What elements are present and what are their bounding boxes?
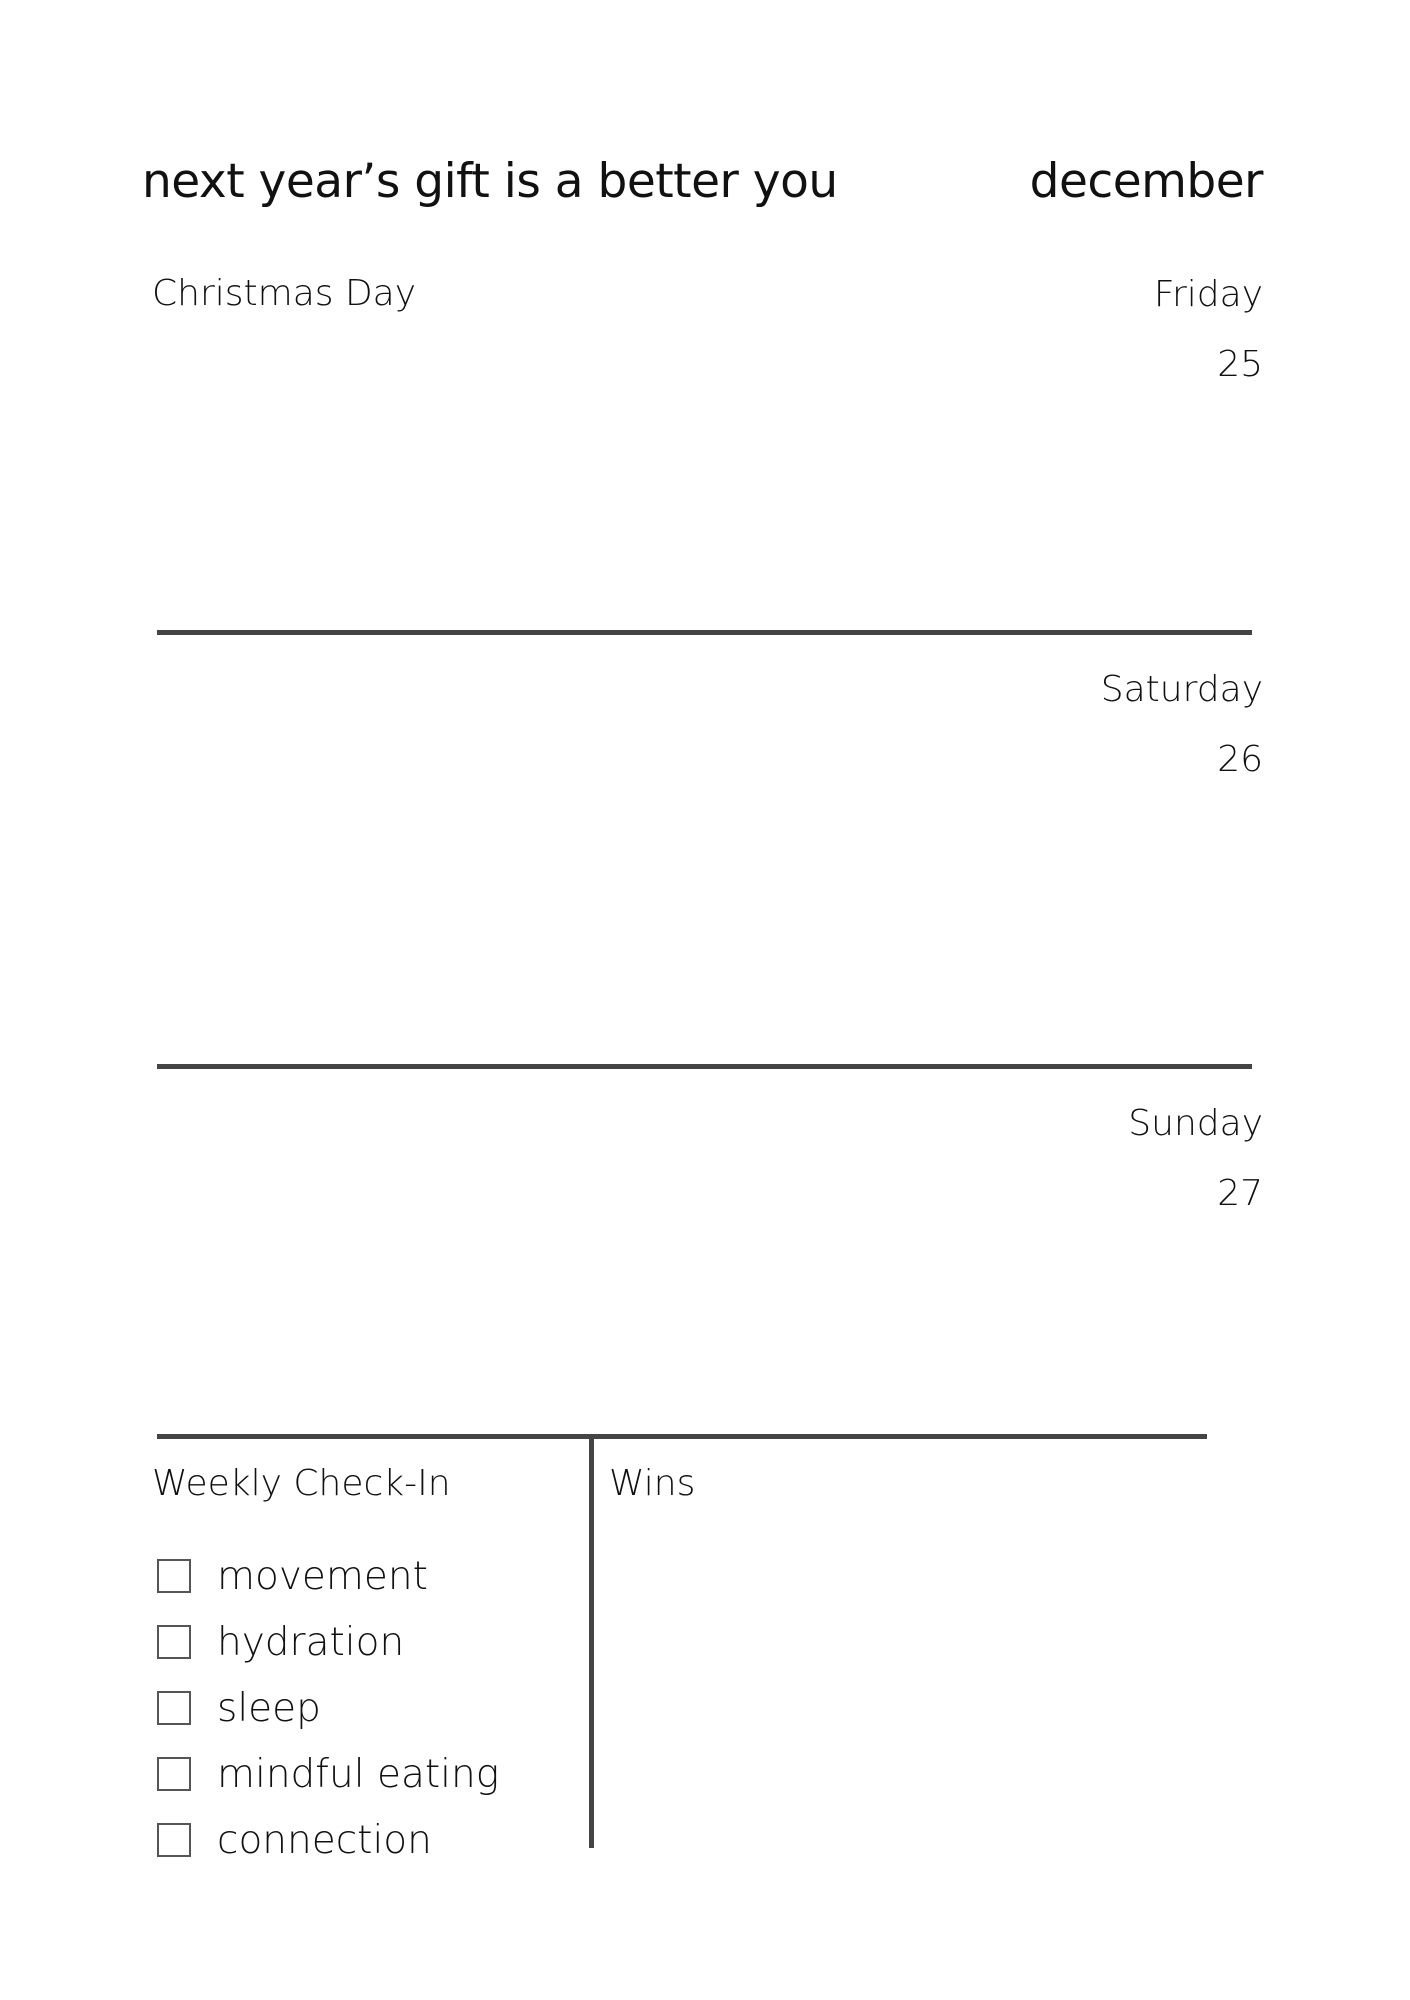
weekday-label: Saturday	[1100, 669, 1263, 710]
checklist-item-label: mindful eating	[217, 1751, 500, 1797]
checklist-item-label: hydration	[217, 1619, 405, 1665]
checkbox[interactable]	[157, 1691, 191, 1725]
checklist-item-label: connection	[217, 1817, 432, 1863]
checklist-item	[157, 1675, 499, 1741]
date-number: 25	[1217, 344, 1263, 385]
day-notes-area[interactable]	[140, 1225, 1260, 1425]
wins-notes-area[interactable]	[605, 1520, 1205, 1850]
weekly-checkin-heading: Weekly Check-In	[152, 1463, 451, 1504]
divider-line	[157, 1064, 1252, 1069]
checkbox[interactable]	[157, 1823, 191, 1857]
checklist-item	[157, 1807, 499, 1873]
column-divider	[589, 1436, 594, 1848]
checkbox[interactable]	[157, 1625, 191, 1659]
checklist-item-label: movement	[217, 1553, 428, 1599]
date-number: 27	[1217, 1173, 1263, 1214]
day-notes-area[interactable]	[140, 380, 1260, 620]
checkbox[interactable]	[157, 1559, 191, 1593]
weekday-label: Sunday	[1128, 1103, 1263, 1144]
checklist-item-label: sleep	[217, 1685, 321, 1731]
checkin-checklist	[157, 1543, 499, 1873]
checklist-item	[157, 1741, 499, 1807]
day-notes-area[interactable]	[140, 790, 1260, 1060]
checklist-item	[157, 1543, 499, 1609]
divider-line	[157, 630, 1252, 635]
page-title: next year’s gift is a better you	[142, 154, 838, 209]
weekday-label: Friday	[1153, 274, 1263, 315]
holiday-label: Christmas Day	[152, 273, 417, 314]
checkbox[interactable]	[157, 1757, 191, 1791]
wins-heading: Wins	[609, 1463, 696, 1504]
checklist-item	[157, 1609, 499, 1675]
month-label: december	[1029, 154, 1263, 209]
divider-line	[157, 1434, 1207, 1439]
date-number: 26	[1217, 739, 1263, 780]
